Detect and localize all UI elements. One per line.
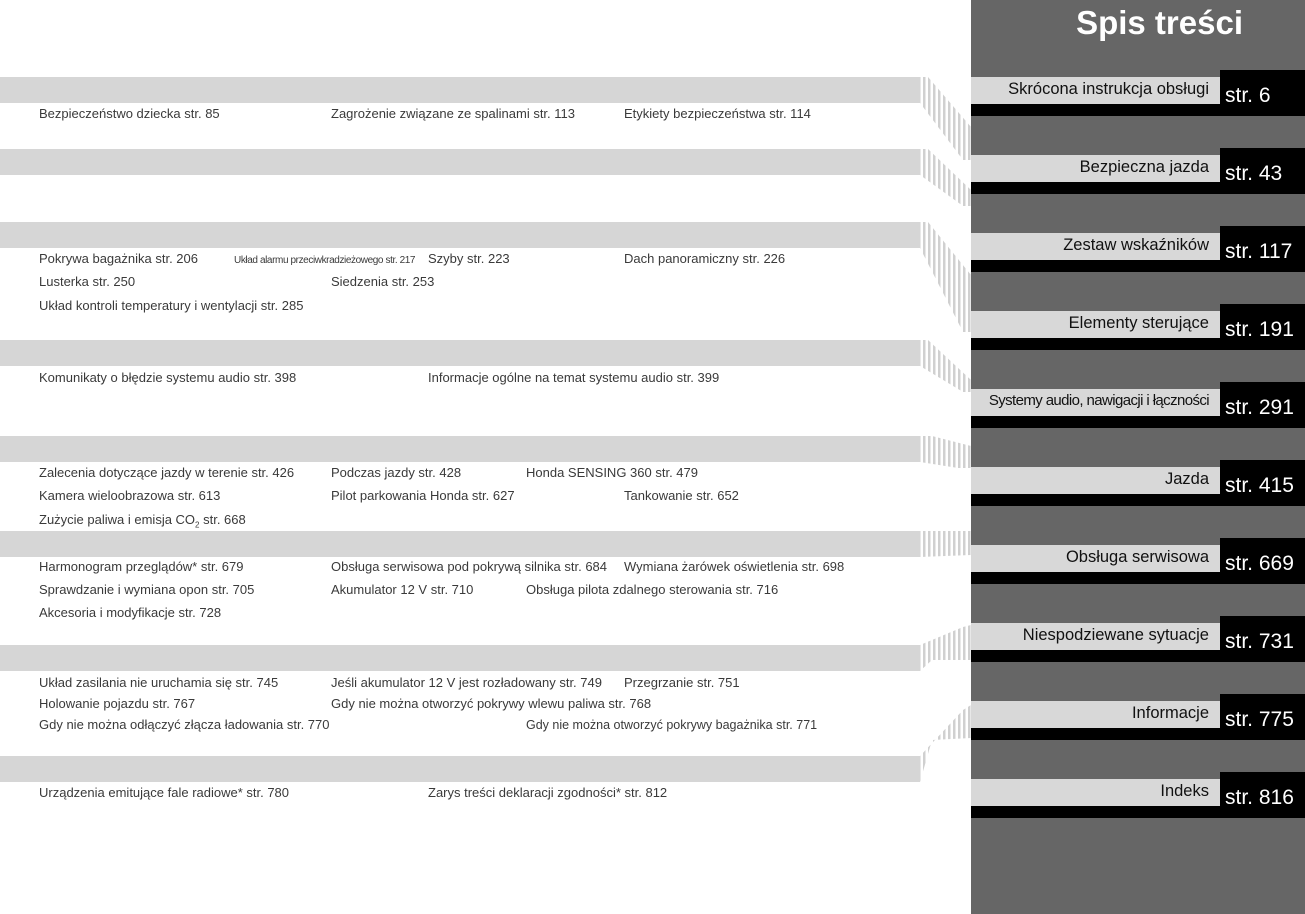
toc-link[interactable]: Honda SENSING 360 str. 479	[526, 465, 698, 480]
chapter-label: Jazda	[1164, 470, 1209, 488]
toc-link[interactable]: Gdy nie można odłączyć złącza ładowania str. 770	[39, 717, 330, 732]
chapter-page: str. 291	[1220, 382, 1305, 428]
toc-link[interactable]: Zarys treści deklaracji zgodności* str. 812	[428, 785, 668, 800]
chapter-controls[interactable]	[971, 311, 1305, 351]
toc-link[interactable]: Harmonogram przeglądów* str. 679	[39, 559, 244, 574]
chapter-page: str. 731	[1220, 616, 1305, 662]
toc-link[interactable]: Holowanie pojazdu str. 767	[39, 696, 196, 711]
section-band-4	[0, 340, 920, 366]
toc-link-fuel-text: Zużycie paliwa i emisja CO	[39, 512, 196, 527]
toc-link[interactable]: Akcesoria i modyfikacje str. 728	[39, 605, 222, 620]
page-title: Spis treści	[1076, 4, 1243, 41]
connector-stripes	[918, 0, 974, 914]
toc-link[interactable]: Sprawdzanie i wymiana opon str. 705	[39, 582, 255, 597]
chapter-label: Indeks	[1160, 782, 1209, 800]
chapter-label: Elementy sterujące	[1068, 314, 1209, 332]
chapter-index[interactable]	[971, 779, 1305, 819]
chapter-label: Zestaw wskaźników	[1063, 236, 1209, 254]
toc-link[interactable]: Zagrożenie związane ze spalinami str. 113	[331, 106, 575, 121]
chapter-handling-unexpected[interactable]	[971, 623, 1305, 663]
chapter-instrument-panel[interactable]	[971, 233, 1305, 273]
toc-link[interactable]: Dach panoramiczny str. 226	[624, 251, 786, 266]
chapter-page: str. 669	[1220, 538, 1305, 584]
chapter-safe-driving[interactable]	[971, 155, 1305, 195]
toc-link[interactable]: Układ zasilania nie uruchamia się str. 745	[39, 675, 279, 690]
toc-link[interactable]: Akumulator 12 V str. 710	[331, 582, 474, 597]
section-band-6	[0, 531, 920, 557]
toc-link[interactable]: Tankowanie str. 652	[624, 488, 739, 503]
chapter-label: Systemy audio, nawigacji i łączności	[988, 392, 1209, 409]
toc-link[interactable]: Informacje ogólne na temat systemu audio str. 399	[428, 370, 720, 385]
toc-link[interactable]: Układ kontroli temperatury i wentylacji str. 285	[39, 298, 304, 313]
chapter-label: Obsługa serwisowa	[1065, 548, 1209, 566]
toc-link[interactable]: Szyby str. 223	[428, 251, 510, 266]
chapter-page: str. 191	[1220, 304, 1305, 350]
chapter-quick-reference[interactable]	[971, 77, 1305, 117]
co2-subscript: 2	[195, 520, 200, 530]
toc-link[interactable]: Bezpieczeństwo dziecka str. 85	[39, 106, 220, 121]
toc-link[interactable]: Pokrywa bagażnika str. 206	[39, 251, 198, 266]
toc-link[interactable]: Obsługa pilota zdalnego sterowania str. 716	[526, 582, 779, 597]
chapter-label: Informacje	[1131, 704, 1209, 722]
chapter-page: str. 117	[1220, 226, 1305, 272]
toc-link[interactable]: Komunikaty o błędzie systemu audio str. 398	[39, 370, 297, 385]
chapter-page: str. 6	[1220, 70, 1305, 116]
chapter-maintenance[interactable]	[971, 545, 1305, 585]
chapter-page: str. 775	[1220, 694, 1305, 740]
toc-link[interactable]: Przegrzanie str. 751	[624, 675, 740, 690]
section-band-8	[0, 756, 920, 782]
toc-link[interactable]: Podczas jazdy str. 428	[331, 465, 462, 480]
section-band-1	[0, 77, 920, 103]
toc-link[interactable]: Kamera wieloobrazowa str. 613	[39, 488, 221, 503]
toc-link[interactable]: Pilot parkowania Honda str. 627	[331, 488, 515, 503]
toc-link[interactable]: Etykiety bezpieczeństwa str. 114	[624, 106, 811, 121]
toc-link[interactable]: Urządzenia emitujące fale radiowe* str. 780	[39, 785, 290, 800]
toc-link[interactable]: Wymiana żarówek oświetlenia str. 698	[624, 559, 845, 574]
toc-link[interactable]: Siedzenia str. 253	[331, 274, 435, 289]
section-band-7	[0, 645, 920, 671]
chapter-information[interactable]	[971, 701, 1305, 741]
chapter-page: str. 816	[1220, 772, 1305, 818]
toc-link[interactable]: Gdy nie można otworzyć pokrywy bagażnika str. 771	[526, 718, 818, 732]
toc-link-fuel-page: str. 668	[199, 512, 246, 527]
chapter-driving[interactable]	[971, 467, 1305, 507]
chapter-label: Niespodziewane sytuacje	[1022, 626, 1209, 644]
toc-link[interactable]: Obsługa serwisowa pod pokrywą silnika str. 684	[331, 559, 608, 574]
chapter-page: str. 43	[1220, 148, 1305, 194]
toc-link-fuel[interactable]	[39, 512, 246, 534]
section-band-2	[0, 149, 920, 175]
chapter-audio-navigation[interactable]	[971, 389, 1305, 429]
section-band-3	[0, 222, 920, 248]
toc-link[interactable]: Lusterka str. 250	[39, 274, 136, 289]
chapter-page: str. 415	[1220, 460, 1305, 506]
toc-link[interactable]: Jeśli akumulator 12 V jest rozładowany str. 749	[331, 675, 602, 690]
chapter-label: Skrócona instrukcja obsługi	[1008, 80, 1209, 98]
toc-link[interactable]: Zalecenia dotyczące jazdy w terenie str. 426	[39, 465, 295, 480]
toc-link[interactable]: Układ alarmu przeciwkradzieżowego str. 217	[234, 255, 416, 266]
section-band-5	[0, 436, 920, 462]
chapter-label: Bezpieczna jazda	[1079, 158, 1209, 176]
toc-link[interactable]: Gdy nie można otworzyć pokrywy wlewu paliwa str. 768	[331, 696, 652, 711]
